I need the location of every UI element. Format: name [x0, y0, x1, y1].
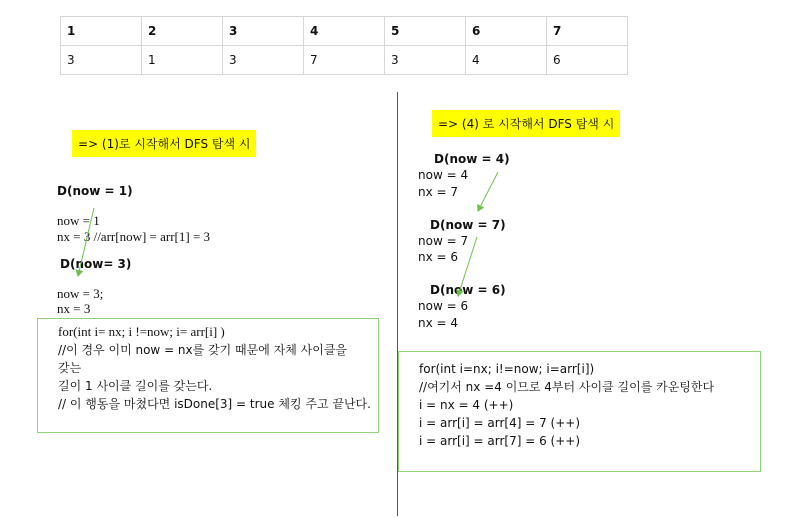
arrow-right-7-to-6	[458, 237, 477, 296]
table-header-cell: 4	[304, 17, 385, 46]
table-header-cell: 3	[223, 17, 304, 46]
table-cell: 3	[223, 46, 304, 75]
right-now1: now = 4	[418, 168, 469, 182]
right-now2: now = 7	[418, 234, 469, 248]
right-now3: now = 6	[418, 299, 469, 313]
right-code-line: for(int i=nx; i!=now; i=arr[i])	[419, 362, 595, 376]
right-d3-label: D(now = 6)	[430, 283, 506, 297]
table-header-cell: 2	[142, 17, 223, 46]
table-cell: 6	[547, 46, 628, 75]
left-code-line: 갖는	[58, 361, 82, 375]
table-header-cell: 1	[61, 17, 142, 46]
right-d2-label: D(now = 7)	[430, 218, 506, 232]
right-code-line: i = nx = 4 (++)	[419, 398, 514, 412]
left-now2: now = 3;	[57, 286, 104, 301]
table-cell: 4	[466, 46, 547, 75]
table-header-cell: 6	[466, 17, 547, 46]
left-code-line: for(int i= nx; i !=now; i= arr[i] )	[58, 324, 225, 339]
right-nx3: nx = 4	[418, 316, 459, 330]
right-code-line: i = arr[i] = arr[7] = 6 (++)	[419, 434, 581, 448]
table-cell: 3	[61, 46, 142, 75]
right-nx2: nx = 6	[418, 250, 459, 264]
left-d1-label: D(now = 1)	[57, 184, 133, 198]
arrow-left-1-to-3	[78, 208, 94, 276]
table-cell: 1	[142, 46, 223, 75]
left-d2-label: D(now= 3)	[60, 257, 132, 271]
left-heading: => (1)로 시작해서 DFS 탐색 시	[78, 137, 251, 151]
left-nx1: nx = 3 //arr[now] = arr[1] = 3	[57, 229, 211, 244]
right-d1-label: D(now = 4)	[434, 152, 510, 166]
table-cell: 3	[385, 46, 466, 75]
right-code-line: //여기서 nx =4 이므로 4부터 사이클 길이를 카운팅한다	[419, 380, 715, 394]
table-header-cell: 7	[547, 17, 628, 46]
left-code-line: //이 경우 이미 now = nx를 갖기 때문에 자체 사이클을	[58, 343, 348, 357]
left-now1: now = 1	[57, 213, 100, 228]
left-code-line: 길이 1 사이클 길이를 갖는다.	[58, 379, 213, 393]
right-heading: => (4) 로 시작해서 DFS 탐색 시	[438, 117, 615, 131]
right-code-line: i = arr[i] = arr[4] = 7 (++)	[419, 416, 581, 430]
arrow-right-4-to-7	[478, 172, 498, 211]
right-nx1: nx = 7	[418, 185, 459, 199]
table-header-cell: 5	[385, 17, 466, 46]
left-code-line: // 이 행동을 마쳤다면 isDone[3] = true 체킹 주고 끝난다.	[58, 397, 371, 411]
table-cell: 7	[304, 46, 385, 75]
left-nx2: nx = 3	[57, 301, 91, 316]
